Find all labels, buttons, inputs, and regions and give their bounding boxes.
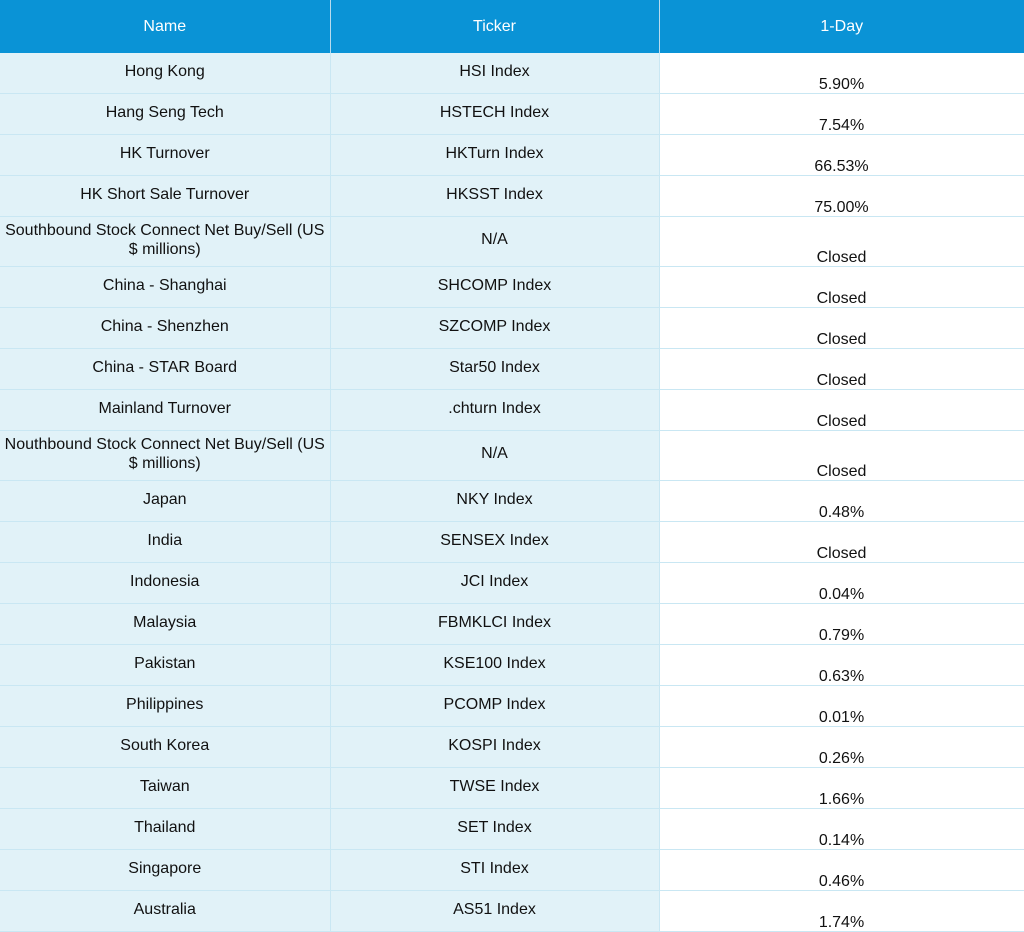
table-row <box>0 53 1024 94</box>
row-ticker: HKSST Index <box>330 176 659 217</box>
row-ticker: N/A <box>330 217 659 267</box>
row-1-day: Closed <box>659 390 1024 431</box>
row-name: China - Shanghai <box>0 267 330 308</box>
row-1-day: 0.14% <box>659 809 1024 850</box>
row-ticker: STI Index <box>330 850 659 891</box>
table-row <box>0 645 1024 686</box>
row-1-day: 0.48% <box>659 481 1024 522</box>
row-name: Southbound Stock Connect Net Buy/Sell (US $ millions) <box>0 217 330 267</box>
row-name: Thailand <box>0 809 330 850</box>
table-row <box>0 604 1024 645</box>
row-name: South Korea <box>0 727 330 768</box>
row-name: HK Short Sale Turnover <box>0 176 330 217</box>
header-name: Name <box>0 0 330 53</box>
row-1-day: 7.54% <box>659 94 1024 135</box>
row-1-day: Closed <box>659 522 1024 563</box>
row-name: Singapore <box>0 850 330 891</box>
table-row <box>0 727 1024 768</box>
row-1-day: 0.04% <box>659 563 1024 604</box>
row-name: Malaysia <box>0 604 330 645</box>
row-name: Nouthbound Stock Connect Net Buy/Sell (US $ millions) <box>0 431 330 481</box>
row-ticker: SHCOMP Index <box>330 267 659 308</box>
row-ticker: KOSPI Index <box>330 727 659 768</box>
header-row <box>0 0 1024 53</box>
header-1-day: 1-Day <box>659 0 1024 53</box>
row-ticker: JCI Index <box>330 563 659 604</box>
row-name: Japan <box>0 481 330 522</box>
row-name: Hong Kong <box>0 53 330 94</box>
table-row <box>0 267 1024 308</box>
table-row <box>0 176 1024 217</box>
table-row <box>0 809 1024 850</box>
row-name: Pakistan <box>0 645 330 686</box>
table-row <box>0 135 1024 176</box>
row-ticker: AS51 Index <box>330 891 659 932</box>
row-ticker: FBMKLCI Index <box>330 604 659 645</box>
row-1-day: Closed <box>659 308 1024 349</box>
row-ticker: SENSEX Index <box>330 522 659 563</box>
row-ticker: TWSE Index <box>330 768 659 809</box>
row-1-day: 0.26% <box>659 727 1024 768</box>
row-1-day: Closed <box>659 217 1024 267</box>
row-ticker: SZCOMP Index <box>330 308 659 349</box>
row-1-day: 0.01% <box>659 686 1024 727</box>
row-name: India <box>0 522 330 563</box>
row-name: HK Turnover <box>0 135 330 176</box>
row-name: Philippines <box>0 686 330 727</box>
row-1-day: 5.90% <box>659 53 1024 94</box>
row-1-day: 0.46% <box>659 850 1024 891</box>
table-row <box>0 563 1024 604</box>
row-ticker: Star50 Index <box>330 349 659 390</box>
table-row <box>0 390 1024 431</box>
row-name: Taiwan <box>0 768 330 809</box>
row-ticker: N/A <box>330 431 659 481</box>
row-ticker: SET Index <box>330 809 659 850</box>
table-row <box>0 349 1024 390</box>
row-ticker: HSI Index <box>330 53 659 94</box>
row-name: Indonesia <box>0 563 330 604</box>
table-row <box>0 94 1024 135</box>
row-1-day: 0.79% <box>659 604 1024 645</box>
table-row <box>0 768 1024 809</box>
row-name: Mainland Turnover <box>0 390 330 431</box>
row-ticker: KSE100 Index <box>330 645 659 686</box>
row-ticker: NKY Index <box>330 481 659 522</box>
row-name: Australia <box>0 891 330 932</box>
row-name: Hang Seng Tech <box>0 94 330 135</box>
header-ticker: Ticker <box>330 0 659 53</box>
row-1-day: Closed <box>659 267 1024 308</box>
table-row <box>0 308 1024 349</box>
row-ticker: HKTurn Index <box>330 135 659 176</box>
row-name: China - Shenzhen <box>0 308 330 349</box>
table-row <box>0 686 1024 727</box>
table-row <box>0 522 1024 563</box>
row-1-day: 0.63% <box>659 645 1024 686</box>
table-row <box>0 431 1024 481</box>
table-row <box>0 217 1024 267</box>
table-row <box>0 891 1024 932</box>
row-name: China - STAR Board <box>0 349 330 390</box>
row-1-day: Closed <box>659 349 1024 390</box>
row-1-day: 66.53% <box>659 135 1024 176</box>
table-row <box>0 481 1024 522</box>
row-ticker: HSTECH Index <box>330 94 659 135</box>
row-1-day: Closed <box>659 431 1024 481</box>
row-1-day: 75.00% <box>659 176 1024 217</box>
row-1-day: 1.66% <box>659 768 1024 809</box>
row-ticker: .chturn Index <box>330 390 659 431</box>
row-ticker: PCOMP Index <box>330 686 659 727</box>
row-1-day: 1.74% <box>659 891 1024 932</box>
table-row <box>0 850 1024 891</box>
